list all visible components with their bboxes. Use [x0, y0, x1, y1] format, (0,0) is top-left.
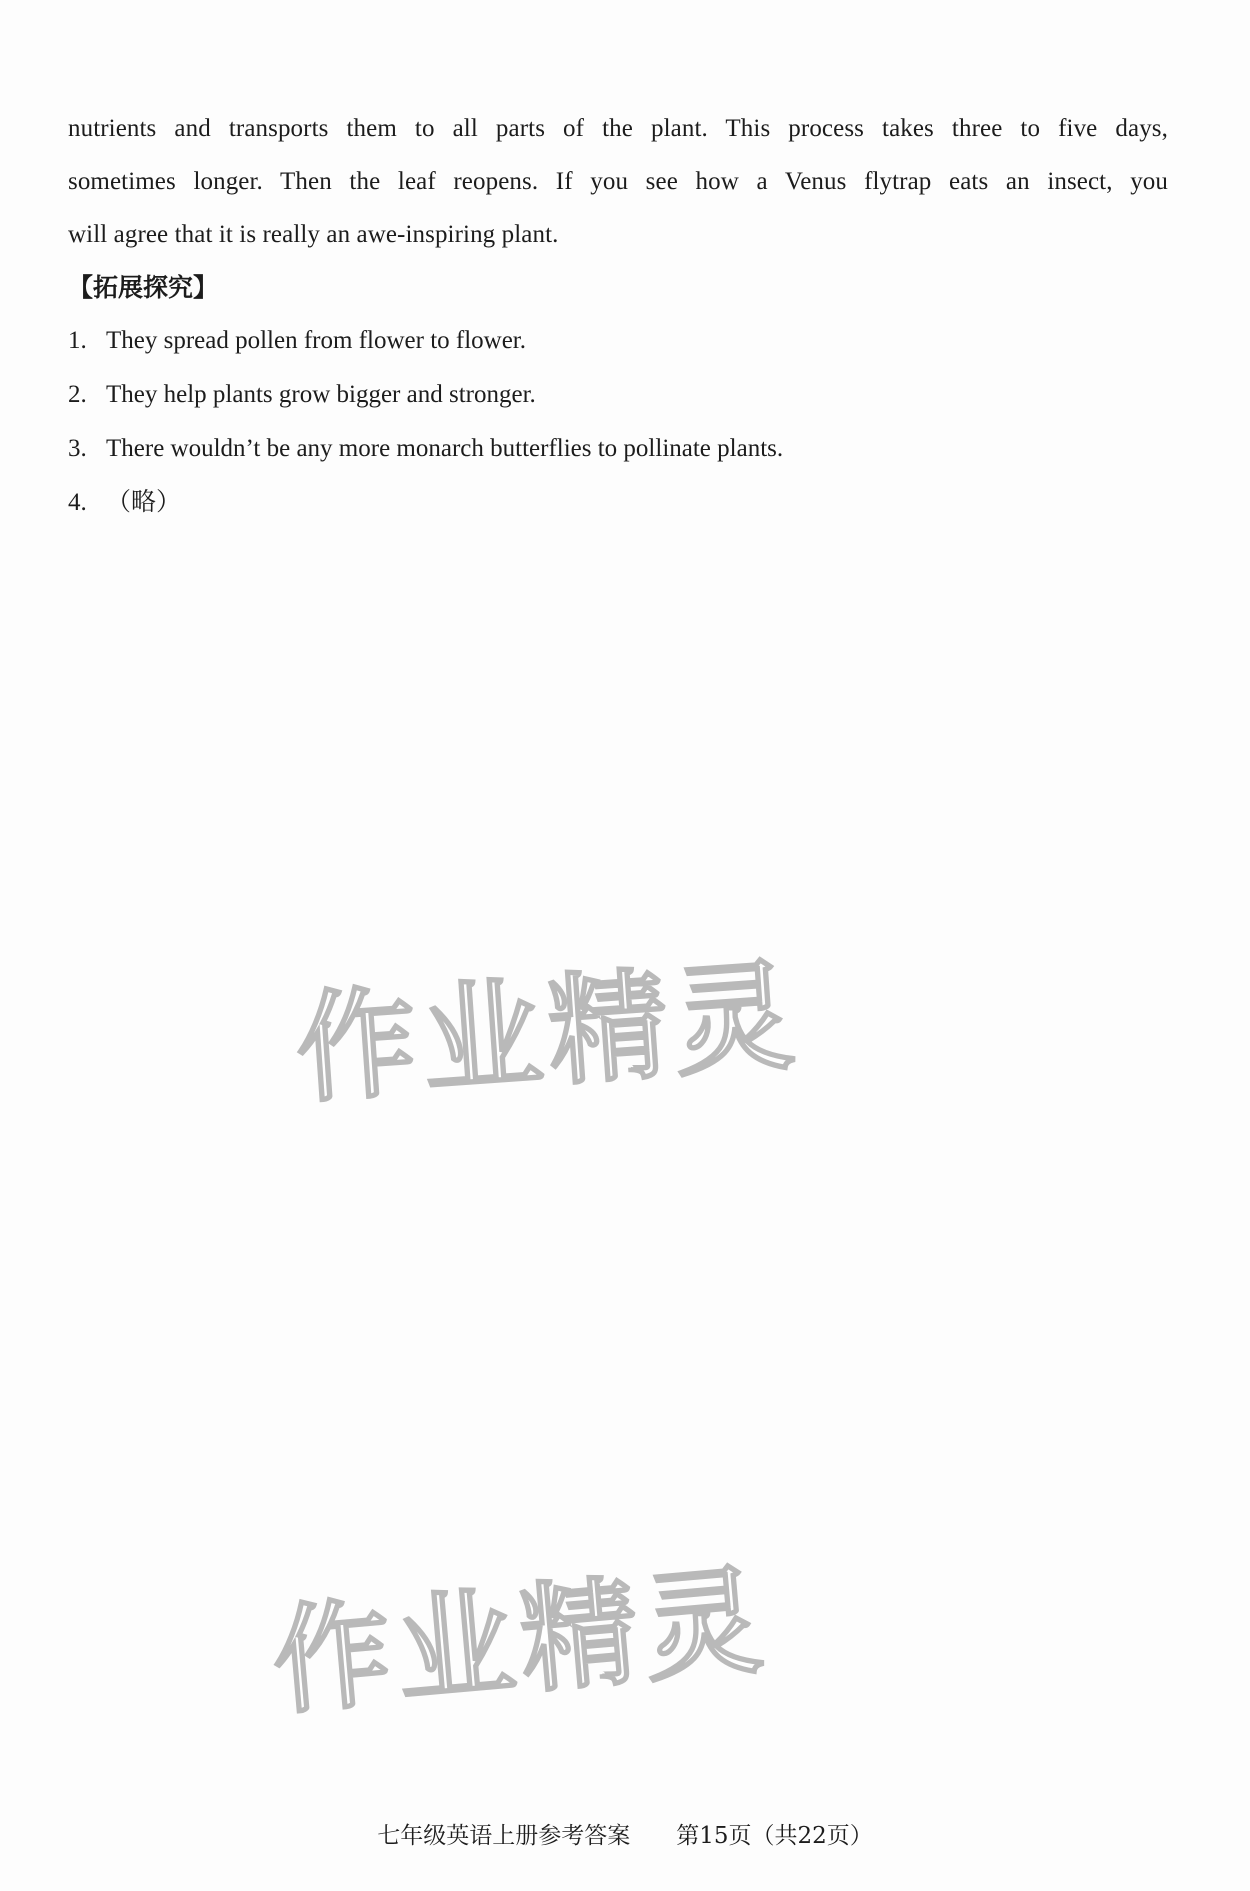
answer-item-3: [68, 422, 1168, 476]
answer-item-1: [68, 314, 1168, 368]
watermark-upper: 作业精灵: [291, 946, 805, 1121]
answer-text: There wouldn’t be any more monarch butterflies to pollinate plants.: [106, 435, 784, 462]
answer-item-2: [68, 368, 1168, 422]
answer-number: 3.: [68, 435, 87, 462]
paragraph-line-1: nutrients and transports them to all parts of the plant. This process takes three to five days,: [68, 115, 1168, 142]
answer-text: They help plants grow bigger and stronger.: [106, 381, 536, 408]
section-heading: 【拓展探究】: [68, 273, 219, 302]
footer-page-number: 第15页（共22页）: [676, 1823, 873, 1849]
answer-text: （略）: [106, 489, 182, 516]
answer-item-4: [68, 476, 1168, 530]
paragraph-line-2: sometimes longer. Then the leaf reopens. If you see how a Venus flytrap eats an insect, you: [68, 168, 1168, 195]
answer-number: 1.: [68, 327, 87, 354]
page-footer: [0, 1820, 1250, 1852]
answer-content: [68, 102, 1168, 530]
footer-book-title: 七年级英语上册参考答案: [377, 1823, 631, 1849]
watermark-lower: 作业精灵: [267, 1550, 774, 1732]
paragraph-line-3: will agree that it is really an awe-inspiring plant.: [68, 221, 559, 248]
answer-text: They spread pollen from flower to flower.: [106, 327, 527, 354]
answer-number: 2.: [68, 381, 87, 408]
answer-number: 4.: [68, 489, 87, 516]
